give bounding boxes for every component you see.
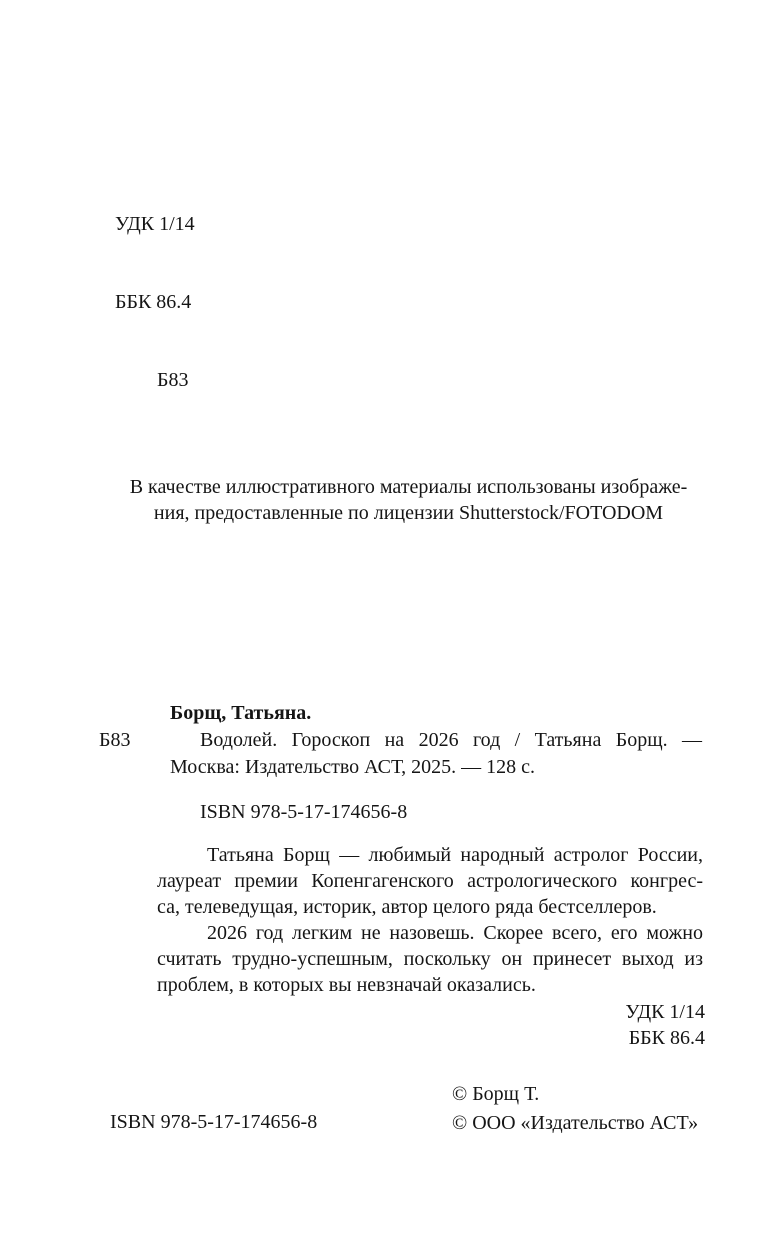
license-notice-line2: ния, предоставленные по лицензии Shutterstock/FOTODOM — [153, 502, 664, 524]
udk-top-line: УДК 1/14 — [115, 213, 195, 235]
annotation-p1-line1: Татьяна Борщ — любимый народный астролог России, — [207, 844, 703, 866]
annotation-p1-line2: лауреат премии Копенгагенского астрологического конгрес- — [157, 870, 703, 892]
classification-top-block — [115, 159, 195, 445]
annotation-p1-line3: са, телеведущая, историк, автор целого ряда бестселлеров. — [157, 896, 657, 918]
annotation-block — [157, 842, 703, 998]
copyright-publisher-line: © ООО «Издательство АСТ» — [452, 1112, 699, 1134]
author-sign-top: Б83 — [157, 369, 189, 391]
annotation-p2-line1: 2026 год легким не назовешь. Скорее всего, его можно — [207, 922, 703, 944]
annotation-p2-line2: считать трудно-успешным, поскольку он принесет выход из — [157, 948, 703, 970]
license-notice-line1: В качестве иллюстративного материалы использованы изображе- — [129, 476, 688, 498]
author-sign-card: Б83 — [99, 729, 131, 751]
bbk-bottom-line: ББК 86.4 — [628, 1027, 705, 1049]
card-entry-line1: Водолей. Гороскоп на 2026 год / Татьяна Борщ. — — [200, 729, 702, 751]
card-author-heading: Борщ, Татьяна. — [170, 702, 312, 724]
footer-copyright-block — [452, 1080, 698, 1138]
footer-isbn: ISBN 978-5-17-174656-8 — [110, 1111, 318, 1133]
card-isbn: ISBN 978-5-17-174656-8 — [200, 801, 408, 823]
card-entry-line2: Москва: Издательство АСТ, 2025. — 128 с. — [170, 756, 536, 778]
annotation-p2-line3: проблем, в которых вы невзначай оказались. — [157, 974, 536, 996]
copyright-author-line: © Борщ Т. — [452, 1083, 540, 1105]
classification-bottom-block — [625, 999, 705, 1051]
udk-bottom-line: УДК 1/14 — [625, 1001, 705, 1023]
catalog-card — [170, 700, 702, 826]
bbk-top-line: ББК 86.4 — [115, 291, 192, 313]
license-notice — [115, 474, 702, 526]
